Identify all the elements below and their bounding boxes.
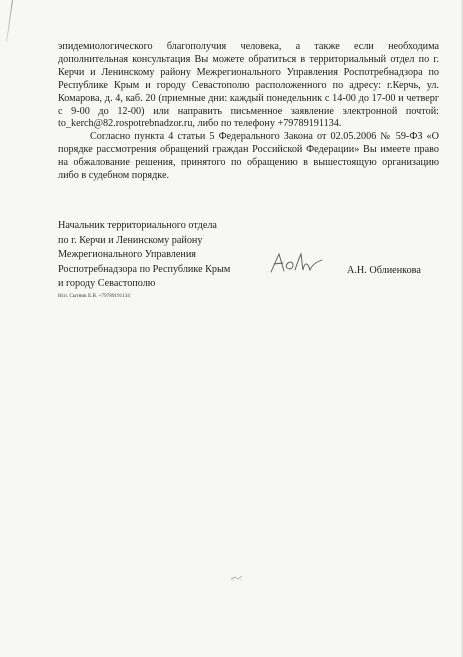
body-paragraph-consultation: эпидемиологического благополучия человека, а также если необходима дополнительная консультация Вы можете обратиться в территориальный отдел по г. Керчи и Ленинскому району Межрегионального Управления Роспотребнадзора по Республике Крым и городу Севастополю расположенного по адресу: г.Керчь, ул. Комарова, д. 4, каб. 20 (приемные дни: каждый понедельник с 14-00 до 17-00 и четверг с 9-00 до 12-00) или направить письменное заявление электронной почтой: to_kerch@82.rospotrebnadzor.ru, либо по телефону +79789191134.: [58, 41, 439, 130]
signatory-title-line: Межрегионального Управления: [58, 249, 196, 261]
executor-note: Исп. Сытник Е.В. +79789191134: [58, 293, 130, 299]
handwritten-signature: [268, 250, 324, 276]
signatory-title-line: и городу Севастополю: [58, 278, 156, 290]
signatory-title-line: Начальник территориального отдела: [58, 220, 217, 231]
body-paragraph-appeal-rights: Согласно пункта 4 статьи 5 Федерального Закона от 02.05.2006 № 59-ФЗ «О порядке рассмотрения обращений граждан Российской Федерации» Вы имеете право на обжалование решения, принятого по обращению в вышестоящую организацию либо в судебном порядке.: [58, 131, 439, 182]
signatory-title-line: по г. Керчи и Ленинскому району: [58, 234, 203, 246]
letter-body: [58, 41, 439, 183]
signatory-title-block: [58, 219, 288, 292]
signer-name: А.Н. Облиенкова: [347, 265, 421, 276]
signatory-title-line: Роспотребнадзора по Республике Крым: [58, 263, 231, 275]
scan-artifact-line: [6, 0, 13, 42]
scan-speck-mark: [229, 574, 245, 582]
